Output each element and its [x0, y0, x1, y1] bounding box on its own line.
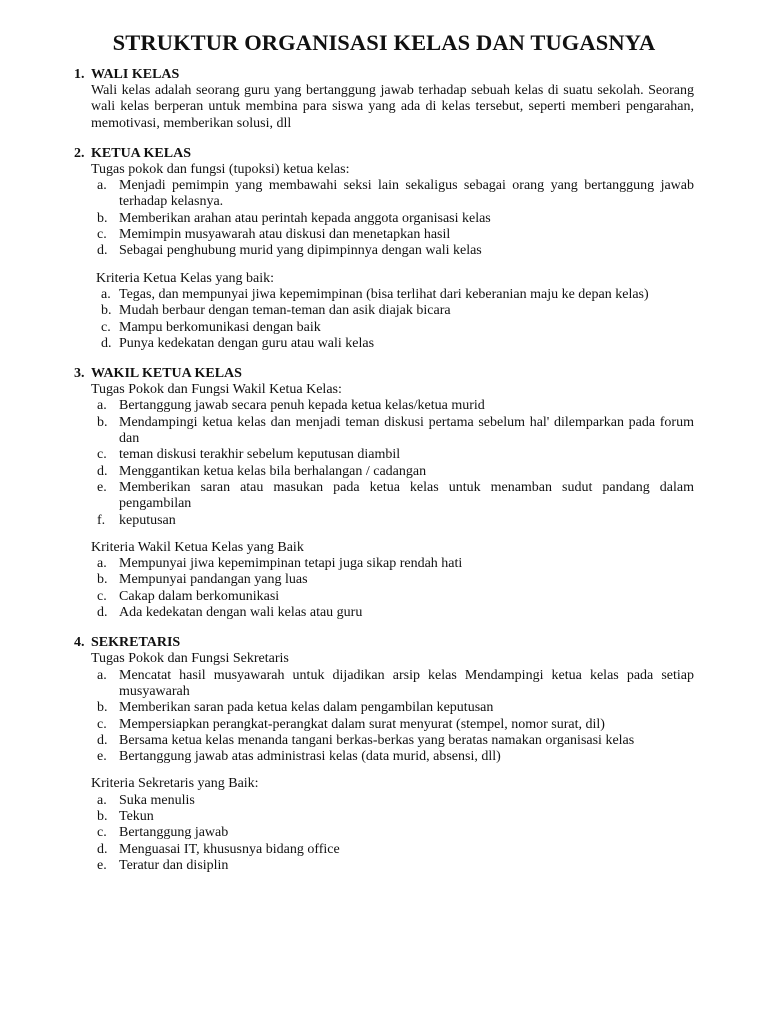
list-item: [91, 717, 694, 733]
list-item-text: Mempunyai pandangan yang luas: [119, 572, 308, 588]
list-marker: a.: [97, 398, 107, 414]
section-wali-kelas: [74, 67, 694, 132]
section-title: WALI KELAS: [91, 67, 180, 82]
list-item: [91, 480, 694, 513]
section-number: 2.: [74, 145, 85, 161]
section-body: [74, 162, 694, 352]
list-item-text: Tegas, dan mempunyai jiwa kepemimpinan (bisa terlihat dari keberanian maju ke depan kelas): [119, 286, 649, 302]
list-item: [91, 605, 694, 621]
list-marker: b.: [97, 414, 108, 430]
list-item-text: Cakap dalam berkomunikasi: [119, 588, 280, 604]
list-marker: c.: [97, 227, 107, 243]
item-list: [91, 556, 694, 621]
list-item-text: Mendampingi ketua kelas dan menjadi teman diskusi pertama sebelum hal' dilemparkan pada forum dan: [119, 414, 694, 447]
document-title: STRUKTUR ORGANISASI KELAS DAN TUGASNYA: [112, 30, 656, 55]
list-item: [91, 211, 694, 227]
section-paragraph: Wali kelas adalah seorang guru yang bertanggung jawab terhadap sebuah kelas di suatu sekolah. Seorang wali kelas berperan untuk membina para siswa yang ada di kelas tersebut, seperti memberi pengarahan, memotivasi, memberikan solusi, dll: [91, 83, 694, 131]
list-marker: b.: [97, 808, 108, 824]
list-marker: b.: [101, 303, 112, 319]
criteria-title: Kriteria Ketua Kelas yang baik:: [96, 270, 275, 286]
list-item-text: Memimpin musyawarah atau diskusi dan menetapkan hasil: [119, 227, 451, 243]
duties-title: Tugas Pokok dan Fungsi Wakil Ketua Kelas:: [91, 382, 342, 398]
list-item-text: Bertanggung jawab atas administrasi kelas (data murid, absensi, dll): [119, 749, 501, 765]
list-item-text: Memberikan arahan atau perintah kepada anggota organisasi kelas: [119, 210, 491, 226]
list-marker: c.: [97, 825, 107, 841]
section-heading: [74, 146, 694, 162]
list-item-text: Mencatat hasil musyawarah untuk dijadikan arsip kelas Mendampingi ketua kelas pada setiap musyawarah: [119, 667, 694, 699]
list-item: [91, 700, 694, 716]
list-item-text: Bertanggung jawab: [119, 825, 229, 841]
list-marker: e.: [97, 479, 107, 495]
section-number: 1.: [74, 67, 85, 82]
list-marker: f.: [97, 512, 106, 528]
list-item: [91, 556, 694, 572]
list-item: [91, 287, 694, 303]
list-item: [91, 336, 694, 352]
section-sekretaris: [74, 635, 694, 874]
list-item-text: Mudah berbaur dengan teman-teman dan asik diajak bicara: [119, 303, 451, 319]
section-ketua-kelas: [74, 146, 694, 352]
list-marker: b.: [97, 572, 108, 588]
section-title: KETUA KELAS: [91, 145, 191, 161]
list-item: [91, 320, 694, 336]
list-item: [91, 572, 694, 588]
section-wakil-ketua-kelas: [74, 366, 694, 621]
list-marker: c.: [101, 319, 111, 335]
item-list: [91, 398, 694, 528]
list-item-text: Menggantikan ketua kelas bila berhalangan / cadangan: [119, 463, 427, 479]
section-title: SEKRETARIS: [91, 635, 181, 651]
list-item-text: Mempunyai jiwa kepemimpinan tetapi juga sikap rendah hati: [119, 556, 463, 572]
section-heading: [74, 67, 694, 83]
list-marker: c.: [97, 447, 107, 463]
list-item-text: Teratur dan disiplin: [119, 857, 229, 873]
list-marker: a.: [97, 556, 107, 572]
list-marker: d.: [97, 841, 108, 857]
list-item-text: Memberikan saran atau masukan pada ketua kelas untuk menamban sudut pandang dalam pengambilan: [119, 479, 694, 512]
list-item-text: Punya kedekatan dengan guru atau wali kelas: [119, 335, 375, 351]
list-marker: a.: [97, 178, 107, 194]
list-item: [91, 825, 694, 841]
list-marker: e.: [97, 857, 107, 873]
list-marker: d.: [97, 732, 108, 748]
list-item: [91, 858, 694, 874]
item-list: [91, 668, 694, 766]
list-item-text: Suka menulis: [119, 792, 195, 808]
list-marker: a.: [97, 792, 107, 808]
list-marker: d.: [97, 243, 108, 259]
criteria-block: [91, 776, 694, 874]
item-list: [91, 287, 694, 352]
list-item: [91, 513, 694, 529]
list-marker: b.: [97, 210, 108, 226]
duties-title: Tugas pokok dan fungsi (tupoksi) ketua kelas:: [91, 161, 350, 177]
section-number: 4.: [74, 635, 85, 651]
list-item: [91, 668, 694, 701]
criteria-block: [91, 540, 694, 621]
criteria-title: Kriteria Sekretaris yang Baik:: [91, 776, 259, 792]
list-item: [91, 793, 694, 809]
list-marker: c.: [97, 588, 107, 604]
list-item: [91, 415, 694, 448]
list-marker: a.: [101, 286, 111, 302]
section-body: [74, 651, 694, 874]
item-list: [91, 178, 694, 259]
section-body: [74, 382, 694, 621]
list-item-text: Mempersiapkan perangkat-perangkat dalam surat menyurat (stempel, nomor surat, dil): [119, 716, 605, 732]
list-item-text: Sebagai penghubung murid yang dipimpinnya dengan wali kelas: [119, 243, 482, 259]
list-item-text: keputusan: [119, 512, 176, 528]
criteria-block: [91, 271, 694, 352]
list-marker: b.: [97, 700, 108, 716]
duties-title: Tugas Pokok dan Fungsi Sekretaris: [91, 651, 289, 667]
list-item: [91, 809, 694, 825]
section-number: 3.: [74, 366, 85, 382]
list-item: [91, 243, 694, 259]
list-marker: d.: [97, 605, 108, 621]
list-marker: d.: [101, 335, 112, 351]
list-item: [91, 464, 694, 480]
list-item-text: Menjadi pemimpin yang membawahi seksi lain sekaligus sebagai orang yang bertanggung jawab terhadap kelasnya.: [119, 178, 694, 210]
list-marker: c.: [97, 716, 107, 732]
list-item: [91, 842, 694, 858]
list-item: [91, 303, 694, 319]
list-item: [91, 178, 694, 211]
list-item-text: Tekun: [119, 808, 154, 824]
list-item-text: teman diskusi terakhir sebelum keputusan diambil: [119, 447, 401, 463]
list-item: [91, 398, 694, 414]
list-item-text: Memberikan saran pada ketua kelas dalam pengambilan keputusan: [119, 700, 494, 716]
section-heading: [74, 366, 694, 382]
list-marker: d.: [97, 463, 108, 479]
list-item: [91, 749, 694, 765]
section-heading: [74, 635, 694, 651]
list-item: [91, 589, 694, 605]
list-item: [91, 447, 694, 463]
list-marker: e.: [97, 749, 107, 765]
list-item: [91, 227, 694, 243]
list-marker: a.: [97, 667, 107, 683]
criteria-title: Kriteria Wakil Ketua Kelas yang Baik: [91, 539, 304, 555]
list-item: [91, 733, 694, 749]
list-item-text: Menguasai IT, khususnya bidang office: [119, 841, 340, 857]
section-title: WAKIL KETUA KELAS: [91, 366, 242, 382]
list-item-text: Mampu berkomunikasi dengan baik: [119, 319, 321, 335]
list-item-text: Ada kedekatan dengan wali kelas atau guru: [119, 605, 363, 621]
item-list: [91, 793, 694, 874]
list-item-text: Bertanggung jawab secara penuh kepada ketua kelas/ketua murid: [119, 398, 485, 414]
list-item-text: Bersama ketua kelas menanda tangani berkas-berkas yang beratas namakan organisasi kelas: [119, 732, 635, 748]
